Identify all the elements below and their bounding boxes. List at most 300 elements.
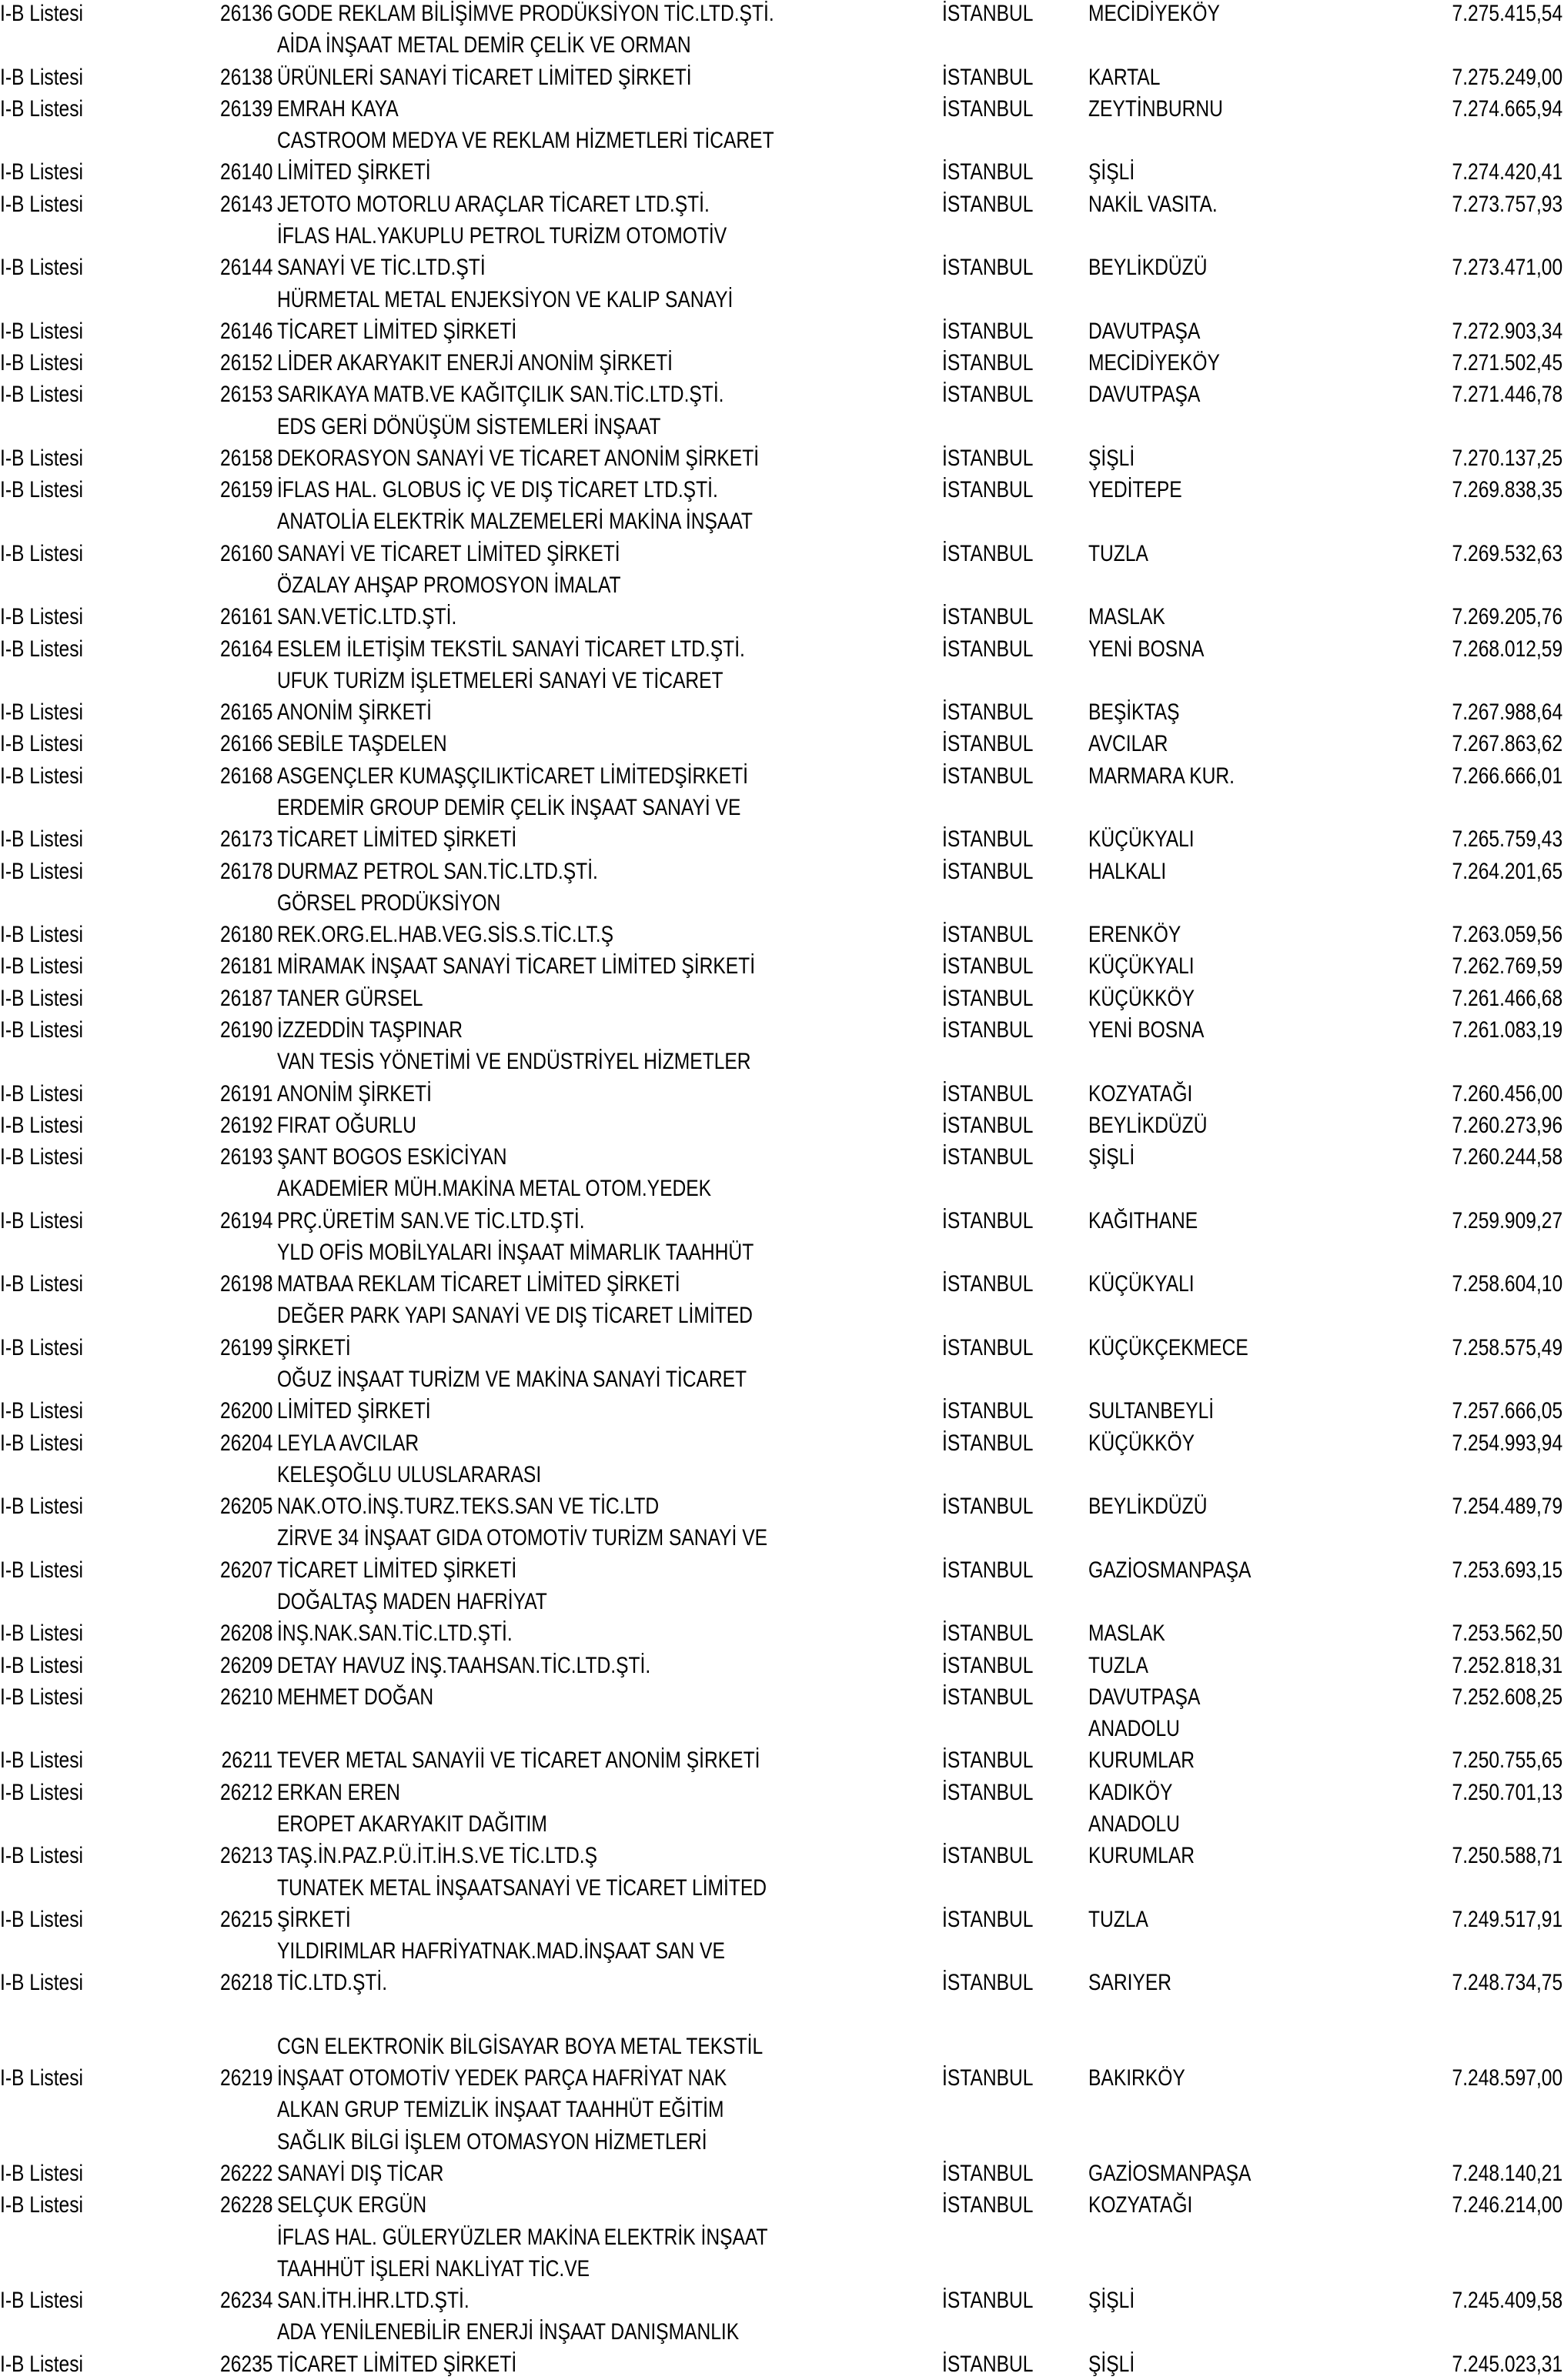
amount-cell-text: 7.245.023,31: [1452, 2351, 1562, 2377]
city-cell-text: İSTANBUL: [942, 191, 1034, 217]
company-name: [277, 1237, 858, 1268]
record-number: [202, 823, 272, 855]
record-number-text: 26187: [219, 985, 272, 1011]
district-cell: [1088, 2189, 1215, 2221]
company-name-text: MEHMET DOĞAN: [277, 1684, 434, 1710]
company-name-text: ZİRVE 34 İNŞAAT GIDA OTOMOTİV TURİZM SANAYİ VE: [277, 1525, 768, 1551]
amount-cell: [1428, 1490, 1562, 1522]
city-cell: [942, 1205, 1053, 1237]
district-cell: [1088, 760, 1267, 792]
company-name: [277, 538, 695, 569]
district-cell: [1088, 1681, 1225, 1713]
district-cell: [1088, 474, 1202, 506]
amount-cell: [1428, 379, 1562, 410]
table-row-continuation: [0, 792, 1564, 823]
city-cell: [942, 696, 1053, 728]
amount-cell-text: 7.273.471,00: [1452, 255, 1562, 281]
list-cell: [0, 633, 102, 665]
city-cell: [942, 1554, 1053, 1586]
list-cell-text: I-B Listesi: [0, 1207, 84, 1233]
company-name: [277, 950, 860, 982]
record-number: [202, 728, 272, 759]
amount-cell-text: 7.260.273,96: [1452, 1112, 1562, 1138]
company-name: [277, 1173, 807, 1204]
city-cell-text: İSTANBUL: [942, 763, 1034, 789]
list-cell: [0, 2189, 102, 2221]
record-number-text: 26168: [219, 763, 272, 789]
record-number: [202, 411, 272, 442]
company-name-text: TİCARET LİMİTED ŞİRKETİ: [277, 318, 517, 344]
list-cell: [0, 0, 102, 29]
company-name: [277, 1332, 367, 1364]
company-name: [277, 442, 865, 474]
record-number-text: 26180: [219, 922, 272, 948]
amount-cell-text: 7.274.665,94: [1452, 95, 1562, 122]
table-row-continuation: [0, 1364, 1564, 1395]
list-cell-text: I-B Listesi: [0, 477, 84, 503]
company-name-text: EDS GERİ DÖNÜŞÜM SİSTEMLERİ İNŞAAT: [277, 413, 661, 439]
company-name-text: MATBAA REKLAM TİCARET LİMİTED ŞİRKETİ: [277, 1271, 680, 1297]
list-cell-text: I-B Listesi: [0, 1334, 84, 1360]
amount-cell-text: 7.267.988,64: [1452, 699, 1562, 726]
table-row: [0, 1014, 1564, 1046]
record-number: [202, 887, 272, 919]
city-cell-text: İSTANBUL: [942, 1621, 1034, 1647]
list-cell-text: I-B Listesi: [0, 731, 84, 757]
record-number-text: 26144: [219, 255, 272, 281]
city-cell-text: İSTANBUL: [942, 731, 1034, 757]
record-number-text: 26178: [219, 858, 272, 884]
record-number: [202, 379, 272, 410]
city-cell-text: İSTANBUL: [942, 2065, 1034, 2091]
company-name: [277, 2094, 822, 2125]
record-number-text: 26159: [219, 477, 272, 503]
amount-cell: [1428, 728, 1562, 759]
list-cell: [0, 442, 102, 474]
amount-cell-text: 7.263.059,56: [1452, 922, 1562, 948]
amount-cell: [1428, 760, 1562, 792]
amount-cell-text: 7.270.137,25: [1452, 445, 1562, 471]
amount-cell-text: 7.275.249,00: [1452, 64, 1562, 90]
amount-cell: [1428, 1681, 1562, 1713]
record-number-text: 26160: [219, 540, 272, 566]
amount-cell-text: 7.250.588,71: [1452, 1843, 1562, 1869]
list-cell-text: I-B Listesi: [0, 64, 84, 90]
city-cell-text: İSTANBUL: [942, 2288, 1034, 2314]
district-cell: [1088, 2285, 1145, 2316]
city-cell: [942, 1490, 1053, 1522]
city-cell-text: İSTANBUL: [942, 1430, 1034, 1456]
record-number-text: 26192: [219, 1112, 272, 1138]
record-number-text: 26211: [221, 1747, 272, 1774]
city-cell-text: İSTANBUL: [942, 1684, 1034, 1710]
amount-cell: [1428, 823, 1562, 855]
list-cell-text: I-B Listesi: [0, 1430, 84, 1456]
record-number: [202, 0, 272, 29]
company-name-text: ERKAN EREN: [277, 1779, 400, 1805]
city-cell: [942, 2285, 1053, 2316]
company-name: [277, 29, 782, 61]
company-name: [277, 856, 668, 887]
district-cell-text: BEYLİKDÜZÜ: [1088, 255, 1208, 281]
amount-cell: [1428, 856, 1562, 887]
district-cell: [1088, 823, 1218, 855]
city-cell-text: İSTANBUL: [942, 477, 1034, 503]
company-name-text: ESLEM İLETİŞİM TEKSTİL SANAYİ TİCARET LTD.ŞTİ.: [277, 636, 745, 662]
record-number: [202, 1522, 272, 1554]
amount-cell-text: 7.267.863,62: [1452, 731, 1562, 757]
table-row-continuation: [0, 1872, 1564, 1904]
amount-cell: [1428, 919, 1562, 950]
city-cell: [942, 156, 1053, 188]
amount-cell-text: 7.249.517,91: [1452, 1906, 1562, 1932]
list-cell: [0, 1744, 102, 1776]
record-number-text: 26208: [219, 1621, 272, 1647]
city-cell: [942, 474, 1053, 506]
district-cell: [1088, 1554, 1287, 1586]
record-number-text: 26234: [219, 2288, 272, 2314]
company-name-text: TİCARET LİMİTED ŞİRKETİ: [277, 826, 517, 853]
record-number: [202, 2031, 272, 2062]
list-cell-text: I-B Listesi: [0, 2192, 84, 2218]
amount-cell-text: 7.252.608,25: [1452, 1684, 1562, 1710]
table-row: [0, 1681, 1564, 1713]
district-cell-text: ERENKÖY: [1088, 922, 1181, 948]
amount-cell: [1428, 2348, 1562, 2380]
record-number-text: 26164: [219, 636, 272, 662]
company-name: [277, 760, 851, 792]
district-cell-text: KURUMLAR: [1088, 1843, 1195, 1869]
record-number-text: 26181: [219, 953, 272, 980]
list-cell-text: I-B Listesi: [0, 1684, 84, 1710]
district-cell-text: ANADOLU: [1088, 1716, 1180, 1742]
amount-cell: [1428, 1268, 1562, 1300]
district-cell-text: SARIYER: [1088, 1970, 1172, 1996]
district-cell-text: KÜÇÜKÇEKMECE: [1088, 1334, 1248, 1360]
list-cell-text: I-B Listesi: [0, 1016, 84, 1043]
district-cell: [1088, 62, 1176, 93]
city-cell-text: İSTANBUL: [942, 1144, 1034, 1170]
district-cell-text: HALKALI: [1088, 858, 1167, 884]
company-name: [277, 1490, 743, 1522]
record-number-text: 26139: [219, 95, 272, 122]
company-name-text: ADA YENİLENEBİLİR ENERJİ İNŞAAT DANIŞMANLIK: [277, 2319, 740, 2345]
record-number: [202, 1744, 272, 1776]
company-name-text: SANAYİ VE TİCARET LİMİTED ŞİRKETİ: [277, 540, 620, 566]
company-name: [277, 1554, 570, 1586]
city-cell: [942, 1904, 1053, 1935]
district-cell-text: NAKİL VASITA.: [1088, 191, 1218, 217]
city-cell-text: İSTANBUL: [942, 1557, 1034, 1583]
record-number: [202, 1205, 272, 1237]
company-name: [277, 1427, 450, 1459]
city-cell: [942, 252, 1053, 283]
list-cell-text: I-B Listesi: [0, 1621, 84, 1647]
company-name: [277, 665, 821, 696]
list-cell-text: I-B Listesi: [0, 445, 84, 471]
company-name: [277, 601, 496, 633]
record-number: [202, 1300, 272, 1331]
district-cell-text: AVCILAR: [1088, 731, 1168, 757]
company-name-text: CASTROOM MEDYA VE REKLAM HİZMETLERİ TİCARET: [277, 128, 774, 154]
table-row: [0, 1904, 1564, 1935]
district-cell: [1088, 379, 1225, 410]
city-cell-text: İSTANBUL: [942, 1970, 1034, 1996]
company-name: [277, 1110, 447, 1141]
record-number-text: 26210: [219, 1684, 272, 1710]
list-cell-text: I-B Listesi: [0, 2161, 84, 2187]
city-cell-text: İSTANBUL: [942, 953, 1034, 980]
table-row-continuation: [0, 125, 1564, 156]
district-cell: [1088, 93, 1252, 125]
amount-cell-text: 7.257.666,05: [1452, 1398, 1562, 1424]
table-row: [0, 315, 1564, 347]
table-row: [0, 442, 1564, 474]
district-cell: [1088, 1490, 1233, 1522]
district-cell-text: KÜÇÜKKÖY: [1088, 1430, 1195, 1456]
list-cell: [0, 760, 102, 792]
city-cell: [942, 0, 1053, 29]
amount-cell: [1428, 1110, 1562, 1141]
district-cell-text: BAKIRKÖY: [1088, 2065, 1185, 2091]
district-cell-text: KÜÇÜKKÖY: [1088, 985, 1195, 1011]
district-cell-text: YENİ BOSNA: [1088, 1016, 1205, 1043]
record-number: [202, 1872, 272, 1904]
list-cell: [0, 1681, 102, 1713]
list-cell: [0, 189, 102, 220]
city-cell: [942, 93, 1053, 125]
record-number: [202, 29, 272, 61]
district-cell: [1088, 2348, 1145, 2380]
list-cell-text: I-B Listesi: [0, 1843, 84, 1869]
list-cell: [0, 538, 102, 569]
city-cell-text: İSTANBUL: [942, 2161, 1034, 2187]
table-row: [0, 1427, 1564, 1459]
table-row-continuation: [0, 1046, 1564, 1077]
district-cell-text: ANADOLU: [1088, 1811, 1180, 1837]
company-name: [277, 506, 857, 537]
company-name-text: DURMAZ PETROL SAN.TİC.LTD.ŞTİ.: [277, 858, 598, 884]
list-cell: [0, 1395, 102, 1427]
record-number-text: 26138: [219, 64, 272, 90]
city-cell-text: İSTANBUL: [942, 699, 1034, 726]
record-number-text: 26204: [219, 1430, 272, 1456]
list-cell: [0, 856, 102, 887]
amount-cell-text: 7.271.446,78: [1452, 382, 1562, 408]
company-name-text: İNŞAAT OTOMOTİV YEDEK PARÇA HAFRİYAT NAK: [277, 2065, 727, 2091]
company-name-text: TİC.LTD.ŞTİ.: [277, 1970, 388, 1996]
record-number: [202, 538, 272, 569]
record-number: [202, 93, 272, 125]
city-cell-text: İSTANBUL: [942, 382, 1034, 408]
table-row-continuation: [0, 2316, 1564, 2348]
amount-cell: [1428, 1650, 1562, 1681]
city-cell: [942, 2158, 1053, 2189]
record-number: [202, 1078, 272, 1110]
company-name: [277, 1586, 607, 1617]
record-number: [202, 856, 272, 887]
company-name-text: PRÇ.ÜRETİM SAN.VE TİC.LTD.ŞTİ.: [277, 1207, 585, 1233]
record-number: [202, 919, 272, 950]
company-name-text: LİDER AKARYAKIT ENERJİ ANONİM ŞİRKETİ: [277, 350, 673, 376]
city-cell-text: İSTANBUL: [942, 255, 1034, 281]
district-cell-text: BEYLİKDÜZÜ: [1088, 1494, 1208, 1520]
list-cell: [0, 474, 102, 506]
amount-cell: [1428, 1332, 1562, 1364]
amount-cell-text: 7.269.205,76: [1452, 604, 1562, 630]
company-name: [277, 2348, 570, 2380]
list-cell-text: I-B Listesi: [0, 1747, 84, 1774]
list-cell-text: I-B Listesi: [0, 318, 84, 344]
record-number-text: 26140: [219, 159, 272, 185]
list-cell-text: I-B Listesi: [0, 159, 84, 185]
record-number: [202, 2253, 272, 2285]
list-cell: [0, 601, 102, 633]
table-row: [0, 379, 1564, 410]
company-name-text: SANAYİ VE TİC.LTD.ŞTİ: [277, 255, 486, 281]
company-name: [277, 1872, 874, 1904]
record-number: [202, 220, 272, 252]
city-cell-text: İSTANBUL: [942, 1080, 1034, 1107]
amount-cell-text: 7.272.903,34: [1452, 318, 1562, 344]
record-number-text: 26153: [219, 382, 272, 408]
list-cell: [0, 1967, 102, 1998]
record-number-text: 26199: [219, 1334, 272, 1360]
record-number-text: 26190: [219, 1016, 272, 1043]
company-name: [277, 2253, 658, 2285]
company-name: [277, 1395, 464, 1427]
amount-cell: [1428, 1904, 1562, 1935]
amount-cell-text: 7.269.838,35: [1452, 477, 1562, 503]
table-row: [0, 856, 1564, 887]
district-cell: [1088, 1332, 1283, 1364]
district-cell: [1088, 1650, 1161, 1681]
city-cell-text: İSTANBUL: [942, 2192, 1034, 2218]
company-name-text: KELEŞOĞLU ULUSLARARASI: [277, 1461, 542, 1487]
city-cell: [942, 1395, 1053, 1427]
table-row: [0, 1840, 1564, 1871]
amount-cell: [1428, 633, 1562, 665]
list-cell: [0, 93, 102, 125]
record-number: [202, 2126, 272, 2158]
city-cell: [942, 983, 1053, 1014]
company-name-text: İFLAS HAL.YAKUPLU PETROL TURİZM OTOMOTİV: [277, 222, 727, 249]
city-cell: [942, 919, 1053, 950]
list-cell-text: I-B Listesi: [0, 255, 84, 281]
city-cell: [942, 633, 1053, 665]
district-cell: [1088, 601, 1182, 633]
district-cell: [1088, 1967, 1190, 1998]
table-row-continuation: [0, 29, 1564, 61]
amount-cell: [1428, 93, 1562, 125]
amount-cell-text: 7.248.597,00: [1452, 2065, 1562, 2091]
amount-cell: [1428, 1967, 1562, 1998]
district-cell: [1088, 1840, 1218, 1871]
table-row-continuation: [0, 284, 1564, 315]
record-number: [202, 2285, 272, 2316]
record-number-text: 26161: [219, 604, 272, 630]
company-name-text: ŞİRKETİ: [277, 1906, 351, 1932]
district-cell: [1088, 1205, 1221, 1237]
list-cell-text: I-B Listesi: [0, 826, 84, 853]
company-name-text: VAN TESİS YÖNETİMİ VE ENDÜSTRİYEL HİZMETLER: [277, 1049, 751, 1075]
record-number: [202, 1904, 272, 1935]
company-name-text: ŞANT BOGOS ESKİCİYAN: [277, 1144, 507, 1170]
record-number-text: 26165: [219, 699, 272, 726]
district-cell-text: KOZYATAĞI: [1088, 1080, 1193, 1107]
company-name: [277, 1840, 667, 1871]
amount-cell: [1428, 1427, 1562, 1459]
amount-cell-text: 7.250.755,65: [1452, 1747, 1562, 1774]
record-number-text: 26209: [219, 1652, 272, 1678]
list-cell-text: I-B Listesi: [0, 1112, 84, 1138]
company-name-text: İFLAS HAL. GÜLERYÜZLER MAKİNA ELEKTRİK İNŞAAT: [277, 2224, 768, 2250]
company-name-text: HÜRMETAL METAL ENJEKSİYON VE KALIP SANAYİ: [277, 286, 734, 312]
record-number-text: 26166: [219, 731, 272, 757]
amount-cell: [1428, 1840, 1562, 1871]
district-cell: [1088, 1078, 1215, 1110]
district-cell: [1088, 1777, 1191, 1808]
amount-cell-text: 7.260.244,58: [1452, 1144, 1562, 1170]
table-row: [0, 1617, 1564, 1649]
list-cell: [0, 1205, 102, 1237]
city-cell: [942, 856, 1053, 887]
company-name: [277, 1967, 411, 1998]
table-row-continuation: [0, 220, 1564, 252]
district-cell: [1088, 0, 1248, 29]
company-name: [277, 252, 531, 283]
amount-cell: [1428, 950, 1562, 982]
record-number: [202, 2062, 272, 2094]
company-name-text: GÖRSEL PRODÜKSİYON: [277, 890, 501, 916]
amount-cell-text: 7.250.701,13: [1452, 1779, 1562, 1805]
table-row-continuation: [0, 1999, 1564, 2031]
company-name-text: SANAYİ DIŞ TİCAR: [277, 2161, 444, 2187]
record-number: [202, 189, 272, 220]
company-name: [277, 1777, 427, 1808]
city-cell-text: İSTANBUL: [942, 1, 1034, 26]
table-row: [0, 823, 1564, 855]
record-number-text: 26215: [219, 1906, 272, 1932]
amount-cell-text: 7.260.456,00: [1452, 1080, 1562, 1107]
amount-cell-text: 7.259.909,27: [1452, 1207, 1562, 1233]
table-row: [0, 696, 1564, 728]
list-cell: [0, 696, 102, 728]
table-row: [0, 2285, 1564, 2316]
city-cell: [942, 1110, 1053, 1141]
district-cell-text: ŞİŞLİ: [1088, 1144, 1135, 1170]
record-number-text: 26136: [219, 1, 272, 26]
company-name: [277, 1650, 733, 1681]
amount-cell: [1428, 347, 1562, 379]
table-row: [0, 2158, 1564, 2189]
record-number: [202, 2094, 272, 2125]
company-name-text: LEYLA AVCILAR: [277, 1430, 419, 1456]
company-name-text: TANER GÜRSEL: [277, 985, 423, 1011]
district-cell: [1088, 983, 1218, 1014]
table-row: [0, 347, 1564, 379]
table-row-continuation: [0, 1237, 1564, 1268]
amount-cell-text: 7.254.993,94: [1452, 1430, 1562, 1456]
city-cell: [942, 760, 1053, 792]
amount-cell-text: 7.262.769,59: [1452, 953, 1562, 980]
list-cell-text: I-B Listesi: [0, 1, 84, 26]
district-cell: [1088, 315, 1225, 347]
list-cell: [0, 1490, 102, 1522]
table-row: [0, 633, 1564, 665]
district-cell: [1088, 1141, 1145, 1173]
list-cell-text: I-B Listesi: [0, 636, 84, 662]
